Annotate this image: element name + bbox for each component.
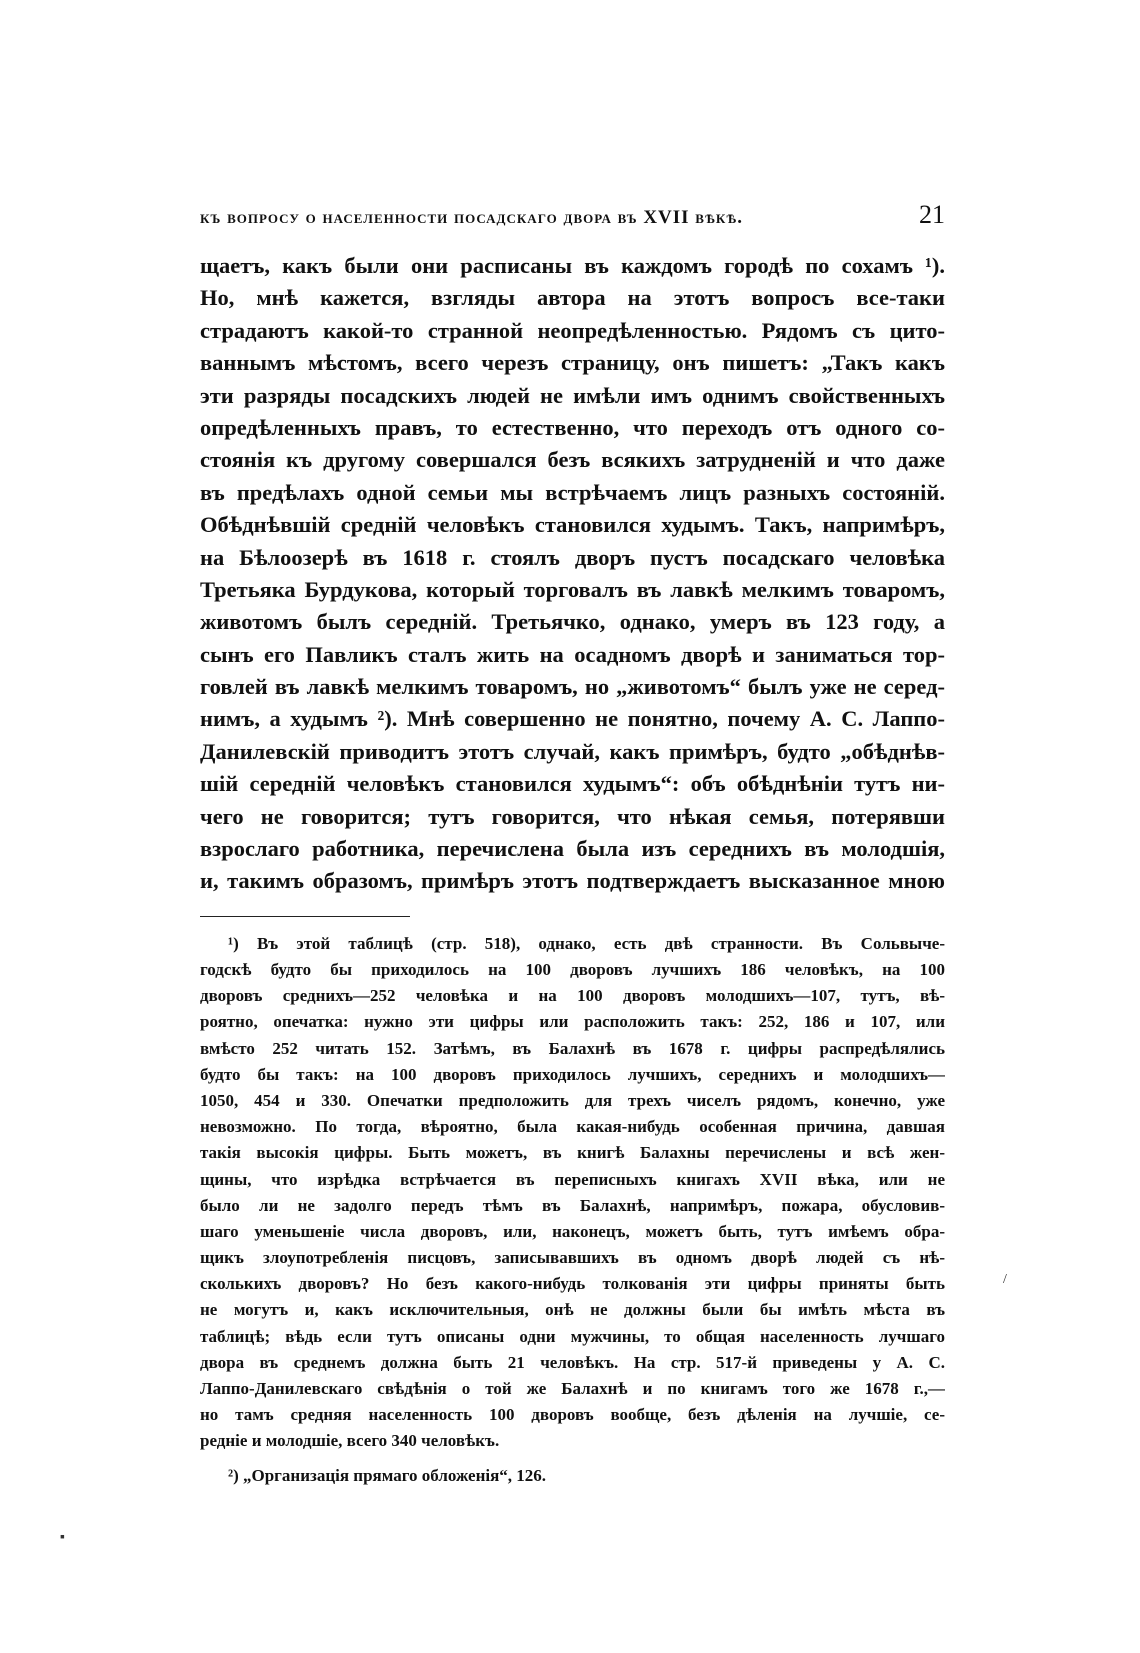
body-line: на Бѣлоозерѣ въ 1618 г. стоялъ дворъ пустъ посадскаго человѣка bbox=[200, 544, 945, 570]
footnote-line: щикъ злоупотребленія писцовъ, записывавшихъ въ одномъ дворѣ людей съ нѣ- bbox=[200, 1248, 945, 1268]
body-line: Но, мнѣ кажется, взгляды автора на этотъ вопросъ все-таки bbox=[200, 285, 945, 311]
footnote-line: 1050, 454 и 330. Опечатки предположить для трехъ чиселъ рядомъ, конечно, уже bbox=[200, 1090, 945, 1110]
footnote-line: таблицѣ; вѣдь если тутъ описаны одни мужчины, то общая населенность лучшаго bbox=[200, 1326, 945, 1346]
body-line: сынъ его Павликъ сталъ жить на осадномъ дворѣ и заниматься тор- bbox=[200, 641, 945, 667]
footnote-line: такія высокія цифры. Быть можетъ, въ книгѣ Балахны перечислены и всѣ жен- bbox=[200, 1143, 945, 1163]
footnote-line: шаго уменьшеніе числа дворовъ, или, наконецъ, можетъ быть, тутъ имѣемъ обра- bbox=[200, 1221, 945, 1241]
running-head bbox=[200, 200, 945, 240]
margin-mark: / bbox=[1003, 1272, 1007, 1287]
body-line: взрослаго работника, перечислена была изъ середнихъ въ молодшія, bbox=[200, 836, 945, 862]
footnote-line: невозможно. По тогда, вѣроятно, была какая-нибудь особенная причина, давшая bbox=[200, 1117, 945, 1137]
page-number: 21 bbox=[919, 200, 945, 229]
running-title: къ вопросу о населенности посадскаго двора въ XVII вѣкѣ. bbox=[200, 207, 744, 228]
footnote-line: не могутъ и, какъ исключительныя, онѣ не должны были бы имѣть мѣста въ bbox=[200, 1300, 945, 1320]
body-line: и, такимъ образомъ, примѣръ этотъ подтверждаетъ высказанное мною bbox=[200, 868, 945, 894]
footnote-2 bbox=[200, 1463, 945, 1489]
margin-mark: ▪ bbox=[60, 1530, 65, 1545]
body-line: чего не говорится; тутъ говорится, что нѣкая семья, потерявши bbox=[200, 803, 945, 829]
footnote-line: роятно, опечатка: нужно эти цифры или расположить такъ: 252, 186 и 107, или bbox=[200, 1012, 945, 1032]
footnote-line: будто бы такъ: на 100 дворовъ приходилось лучшихъ, середнихъ и молодшихъ— bbox=[200, 1064, 945, 1084]
body-line: шій середній человѣкъ становился худымъ“: объ обѣднѣніи тутъ ни- bbox=[200, 771, 945, 797]
body-line: стоянія къ другому совершался безъ всякихъ затрудненій и что даже bbox=[200, 447, 945, 473]
body-line: говлей въ лавкѣ мелкимъ товаромъ, но „животомъ“ былъ уже не серед- bbox=[200, 674, 945, 700]
body-line: животомъ былъ середній. Третьячко, однако, умеръ въ 123 году, а bbox=[200, 609, 945, 635]
body-line: въ предѣлахъ одной семьи мы встрѣчаемъ лицъ разныхъ состояній. bbox=[200, 479, 945, 505]
body-line: эти разряды посадскихъ людей не имѣли имъ однимъ свойственныхъ bbox=[200, 382, 945, 408]
footnote-line: годскѣ будто бы приходилось на 100 дворовъ лучшихъ 186 человѣкъ, на 100 bbox=[200, 960, 945, 979]
footnote-line: двора въ среднемъ должна быть 21 человѣкъ. На стр. 517-й приведены у А. С. bbox=[200, 1352, 945, 1372]
book-page bbox=[200, 200, 945, 1489]
body-line: ваннымъ мѣстомъ, всего черезъ страницу, онъ пишетъ: „Такъ какъ bbox=[200, 350, 945, 376]
body-line: Данилевскій приводитъ этотъ случай, какъ примѣръ, будто „обѣднѣв- bbox=[200, 738, 945, 764]
body-text bbox=[200, 250, 945, 898]
body-line: щаетъ, какъ были они расписаны въ каждомъ городѣ по сохамъ ¹). bbox=[200, 253, 945, 278]
footnote-gap bbox=[200, 1455, 945, 1463]
footnote-line: редніе и молодшіе, всего 340 человѣкъ. bbox=[200, 1431, 500, 1451]
body-line: Обѣднѣвшій средній человѣкъ становился худымъ. Такъ, напримѣръ, bbox=[200, 512, 945, 538]
footnote-line: щины, что изрѣдка встрѣчается въ переписныхъ книгахъ XVII вѣка, или не bbox=[200, 1169, 945, 1189]
footnote-line: но тамъ средняя населенность 100 дворовъ вообще, безъ дѣленія на лучшіе, се- bbox=[200, 1405, 945, 1425]
footnote-line: Лаппо-Данилевскаго свѣдѣнія о той же Балахнѣ и по книгамъ того же 1678 г.,— bbox=[200, 1379, 945, 1398]
body-line: Третьяка Бурдукова, который торговалъ въ лавкѣ мелкимъ товаромъ, bbox=[200, 576, 945, 602]
footnote-line: дворовъ среднихъ—252 человѣка и на 100 дворовъ молодшихъ—107, тутъ, вѣ- bbox=[200, 986, 945, 1006]
body-line: опредѣленныхъ правъ, то естественно, что переходъ отъ одного со- bbox=[200, 414, 945, 440]
footnote-line: было ли не задолго передъ тѣмъ въ Балахнѣ, напримѣръ, пожара, обусловив- bbox=[200, 1195, 945, 1215]
footnote-line: сколькихъ дворовъ? Но безъ какого-нибудь толкованія эти цифры приняты быть bbox=[200, 1274, 945, 1294]
footnotes bbox=[200, 931, 945, 1489]
footnote-line: ¹) Въ этой таблицѣ (стр. 518), однако, есть двѣ странности. Въ Сольвыче- bbox=[228, 933, 945, 953]
body-line: нимъ, а худымъ ²). Мнѣ совершенно не понятно, почему А. С. Лаппо- bbox=[200, 706, 945, 732]
body-line: страдаютъ какой-то странной неопредѣленностью. Рядомъ съ цито- bbox=[200, 317, 945, 343]
footnote-1 bbox=[200, 931, 945, 1455]
footnote-rule bbox=[200, 916, 410, 917]
footnote-line: ²) „Организація прямаго обложенія“, 126. bbox=[228, 1465, 547, 1485]
footnote-line: вмѣсто 252 читать 152. Затѣмъ, въ Балахнѣ въ 1678 г. цифры распредѣлялись bbox=[200, 1038, 945, 1058]
